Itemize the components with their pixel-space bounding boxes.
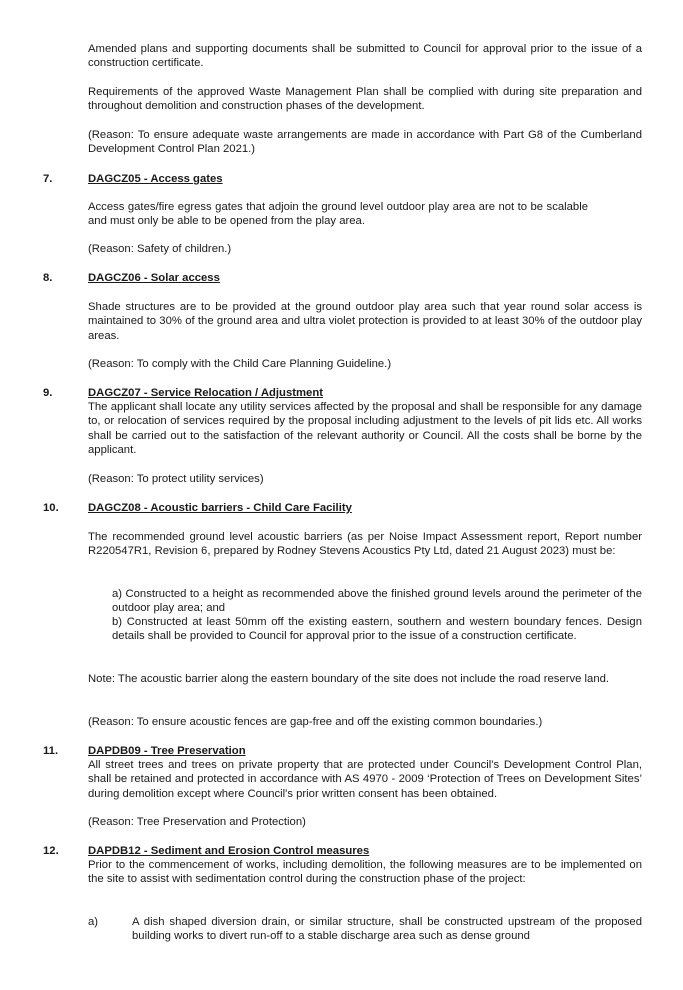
condition-9-heading: DAGCZ07 - Service Relocation / Adjustment (88, 387, 323, 399)
condition-9-number: 9. (43, 387, 53, 399)
condition-12-number: 12. (43, 845, 59, 857)
condition-11-text: All street trees and trees on private property that are protected under Council's Development Control Plan, shall be retained and protected in accordance with AS 4970 - 2009 ‘Protection of Trees on Development Sites’ during demolition except where Council's prior written consent has been obtained. (88, 759, 642, 800)
intro-reason: (Reason: To ensure adequate waste arrangements are made in accordance with Part G8 of the Cumberland Development Control Plan 2021.) (88, 129, 642, 156)
condition-10-number: 10. (43, 502, 59, 514)
condition-7-heading: DAGCZ05 - Access gates (88, 173, 223, 185)
condition-12-text: Prior to the commencement of works, including demolition, the following measures are to be implemented on the site to assist with sedimentation control during the construction phase of the project: (88, 859, 642, 886)
condition-10-item-a: a) Constructed to a height as recommended above the finished ground levels around the perimeter of the outdoor play area; and (112, 588, 642, 615)
condition-9-reason: (Reason: To protect utility services) (88, 473, 264, 485)
intro-paragraph-1: Amended plans and supporting documents shall be submitted to Council for approval prior to the issue of a construction certificate. (88, 43, 642, 70)
intro-paragraph-2: Requirements of the approved Waste Management Plan shall be complied with during site preparation and throughout demolition and construction phases of the development. (88, 86, 642, 113)
condition-11-number: 11. (43, 745, 59, 757)
condition-8-text: Shade structures are to be provided at the ground outdoor play area such that year round solar access is maintained to 30% of the ground area and ultra violet protection is provided to at least 30% of the outdoor play areas. (88, 301, 642, 342)
condition-9-text: The applicant shall locate any utility services affected by the proposal and shall be responsible for any damage to, or relocation of services required by the proposal including adjustment to the levels of pit lids etc. All works shall be carried out to the satisfaction of the relevant authority or Council. All the costs shall be borne by the applicant. (88, 401, 642, 456)
condition-10-reason: (Reason: To ensure acoustic fences are gap-free and off the existing common boundaries.) (88, 716, 543, 728)
condition-10-note: Note: The acoustic barrier along the eastern boundary of the site does not include the road reserve land. (88, 673, 610, 685)
condition-10-text: The recommended ground level acoustic barriers (as per Noise Impact Assessment report, Report number R220547R1, Revision 6, prepared by Rodney Stevens Acoustics Pty Ltd, dated 21 August 2023) must be: (88, 531, 642, 558)
condition-11-reason: (Reason: Tree Preservation and Protection) (88, 816, 306, 828)
condition-8-number: 8. (43, 272, 53, 284)
condition-7-number: 7. (43, 173, 53, 185)
condition-10-heading: DAGCZ08 - Acoustic barriers - Child Care Facility (88, 502, 352, 514)
condition-11-heading: DAPDB09 - Tree Preservation (88, 745, 246, 757)
condition-8-heading: DAGCZ06 - Solar access (88, 272, 220, 284)
condition-7-reason: (Reason: Safety of children.) (88, 243, 232, 255)
condition-8-reason: (Reason: To comply with the Child Care Planning Guideline.) (88, 358, 392, 370)
condition-12-item-a-label: a) (88, 916, 99, 928)
condition-12-heading: DAPDB12 - Sediment and Erosion Control measures (88, 845, 370, 857)
condition-10-item-b: b) Constructed at least 50mm off the existing eastern, southern and western boundary fences. Design details shall be provided to Council for approval prior to the issue of a construction certificate. (112, 616, 642, 643)
condition-12-item-a-text: A dish shaped diversion drain, or similar structure, shall be constructed upstream of the proposed building works to divert run-off to a stable discharge area such as dense ground (132, 916, 642, 943)
condition-7-text: Access gates/fire egress gates that adjoin the ground level outdoor play area are not to be scalable and must only be able to be opened from the play area. (88, 201, 588, 228)
